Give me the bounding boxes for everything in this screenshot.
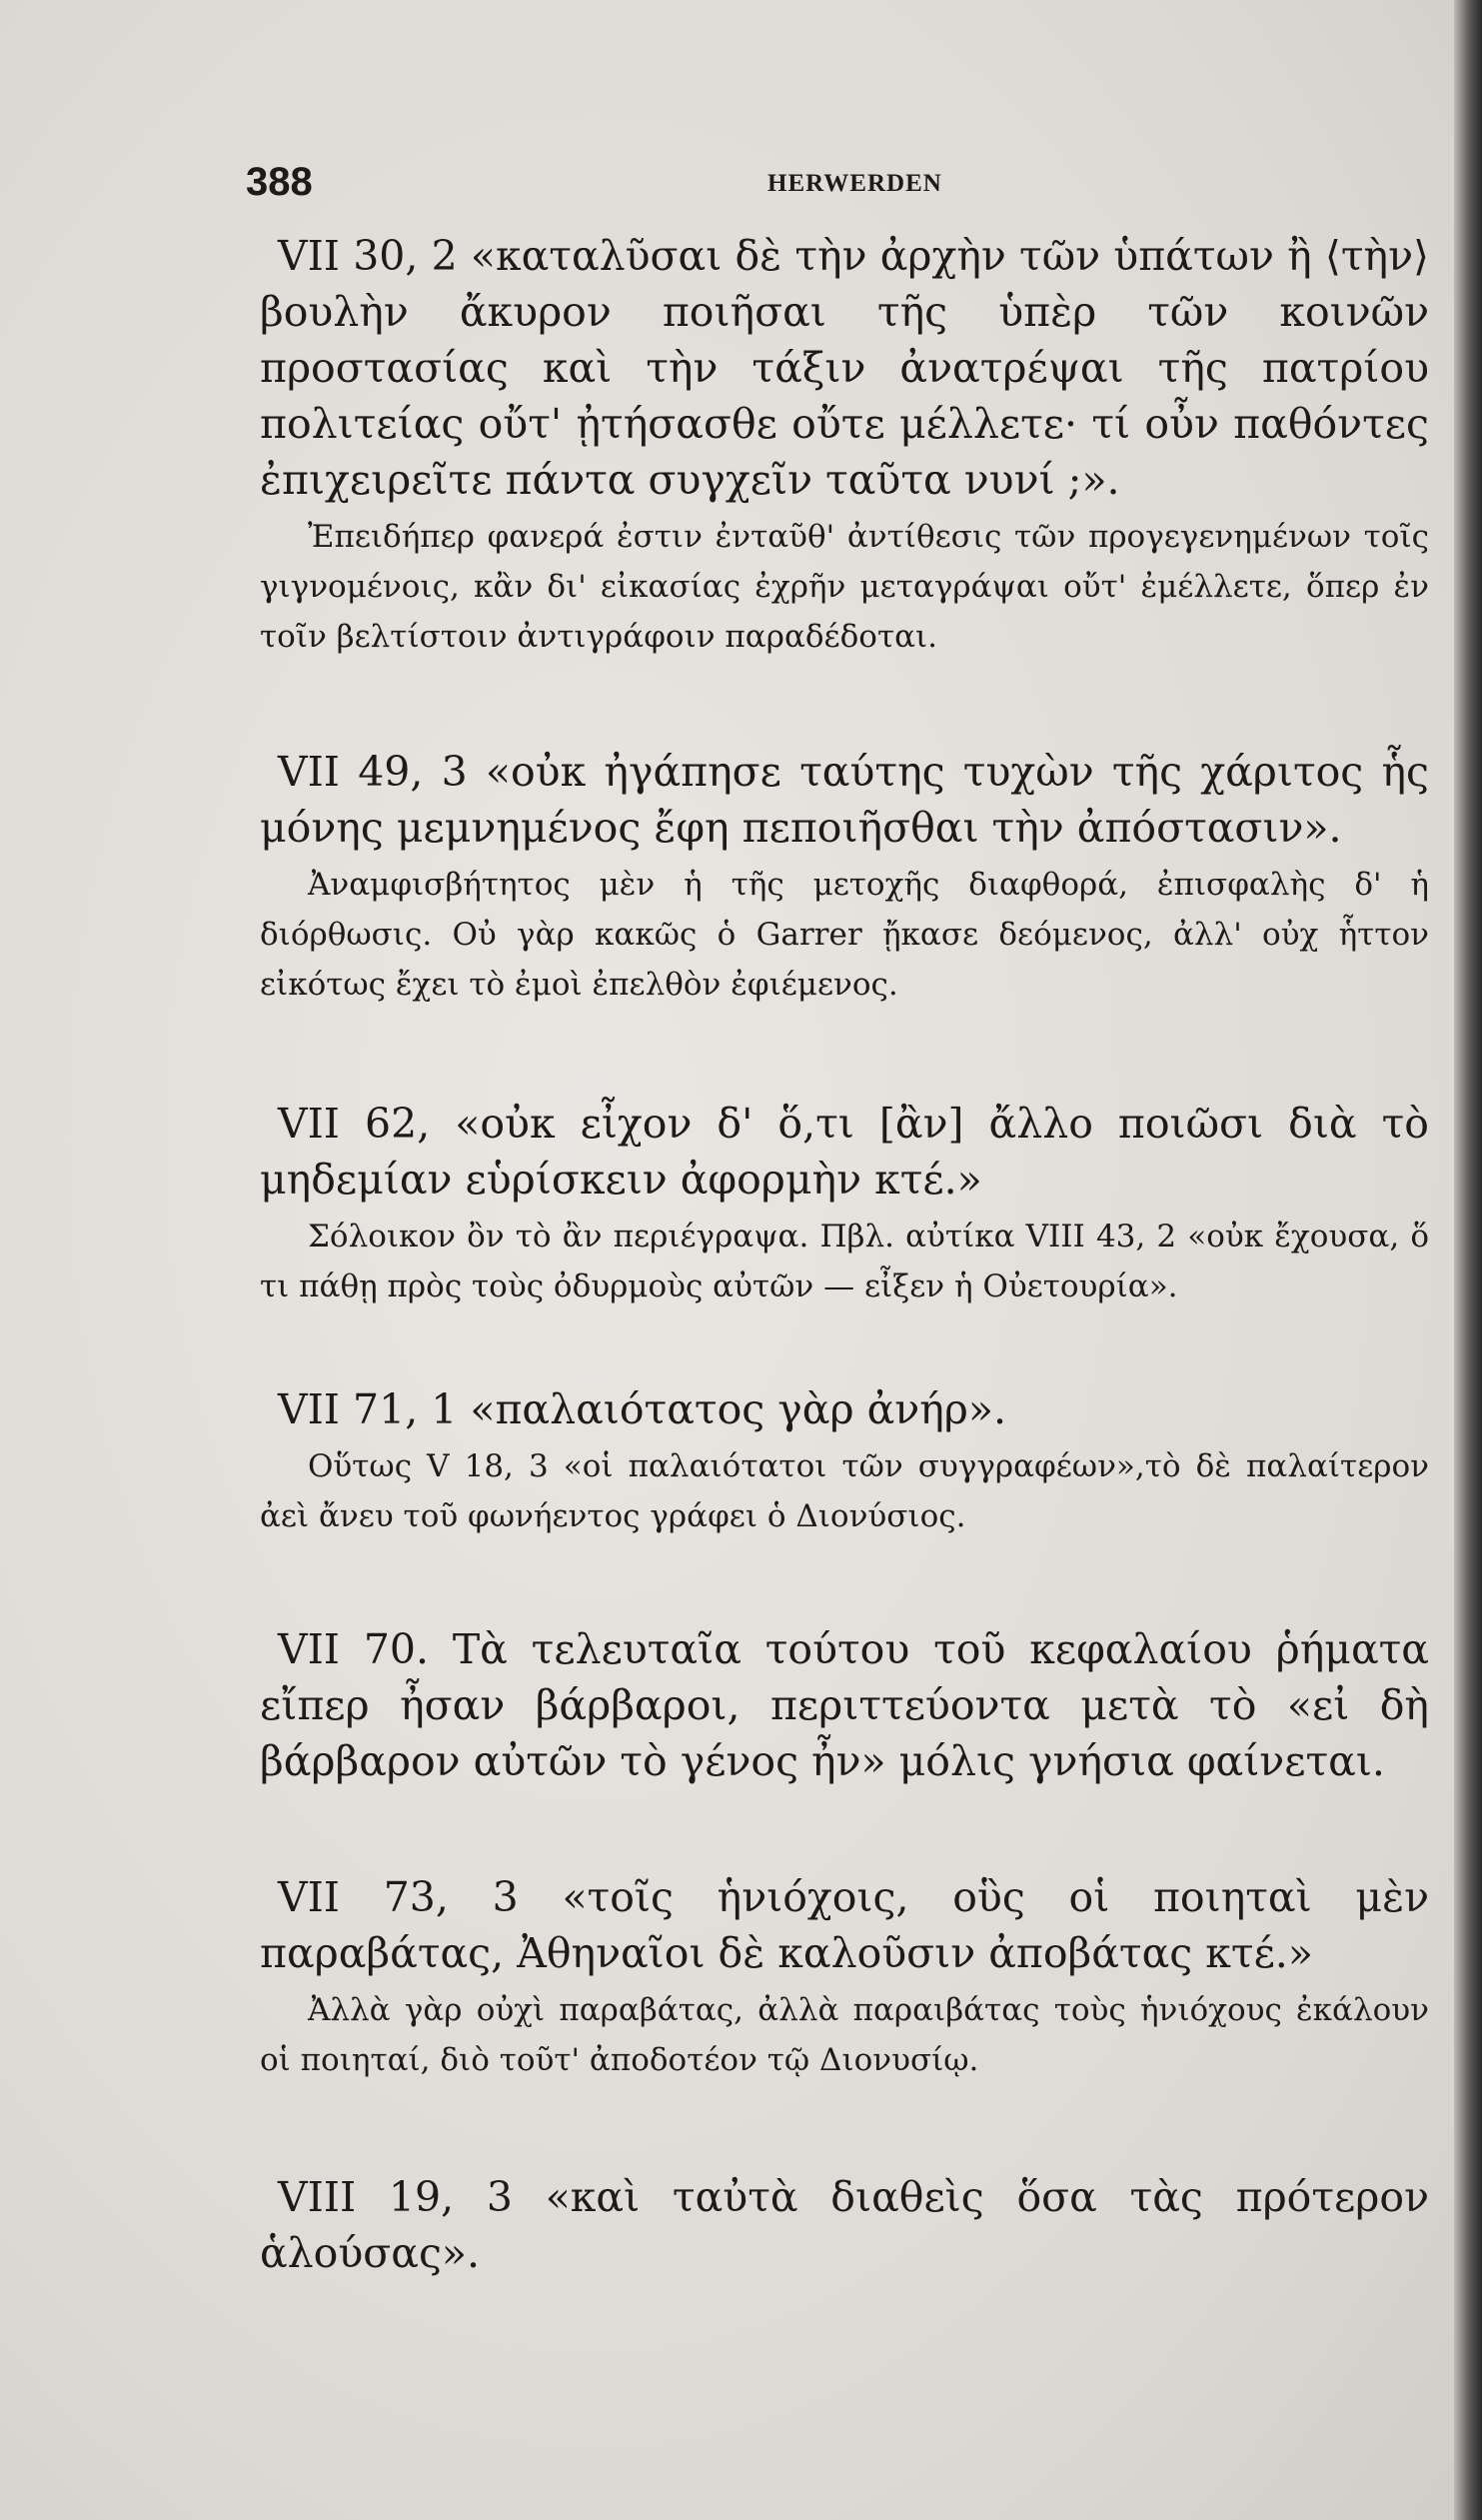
entry-comment: Ἀναμφισβήτητος μὲν ἡ τῆς μετοχῆς διαφθορά, ἐπισφαλὴς δ' ἡ διόρθωσις. Οὐ γὰρ κακῶς ὁ Garrer ᾔκασε δεόμενος, ἀλλ' οὐχ ἧττον εἰκότως ἔχει τὸ ἐμοὶ ἐπελθὸν ἐφιέμενος. [260, 867, 1429, 1003]
page-number: 388 [246, 160, 313, 204]
entry-vii-73 [260, 1869, 1429, 2085]
entry-viii-19 [260, 2169, 1429, 2281]
entry-quote: VII 49, 3 «οὐκ ἠγάπησε ταύτης τυχὼν τῆς χάριτος ἧς μόνης μεμνημένος ἔφη πεποιῆσθαι τὴν ἀπόστασιν». [260, 748, 1429, 852]
entry-comment: Οὕτως V 18, 3 «οἱ παλαιότατοι τῶν συγγραφέων»,τὸ δὲ παλαίτερον ἀεὶ ἄνευ τοῦ φωνήεντος γράφει ὁ Διονύσιος. [260, 1448, 1429, 1534]
entry-quote: VII 30, 2 «καταλῦσαι δὲ τὴν ἀρχὴν τῶν ὑπάτων ἢ ⟨τὴν⟩ βουλὴν ἄκυρον ποιῆσαι τῆς ὑπὲρ τῶν κοινῶν προστασίας καὶ τὴν τάξιν ἀνατρέψαι τῆς πατρίου πολιτείας οὔτ' ᾐτήσασθε οὔτε μέλλετε· τί οὖν παθόντες ἐπιχειρεῖτε πάντα συγχεῖν ταῦτα νυνί ;». [260, 232, 1429, 504]
page-header [246, 160, 1425, 220]
page-body [260, 228, 1429, 2363]
book-spine-shadow [1454, 0, 1482, 2520]
entry-vii-62 [260, 1096, 1429, 1311]
entry-quote: VII 62, «οὐκ εἶχον δ' ὅ,τι [ἂν] ἄλλο ποιῶσι διὰ τὸ μηδεμίαν εὑρίσκειν ἀφορμὴν κτέ.» [260, 1100, 1429, 1204]
entry-vii-71 [260, 1381, 1429, 1541]
running-head: HERWERDEN [767, 170, 942, 197]
entry-quote: VII 70. Τὰ τελευταῖα τούτου τοῦ κεφαλαίου ῥήματα εἴπερ ἦσαν βάρβαροι, περιττεύοντα μετὰ τὸ «εἰ δὴ βάρβαρον αὐτῶν τὸ γένος ἦν» μόλις γνήσια φαίνεται. [260, 1625, 1429, 1785]
entry-comment: Σόλοικον ὂν τὸ ἂν περιέγραψα. Πβλ. αὐτίκα VIII 43, 2 «οὐκ ἔχουσα, ὅ τι πάθῃ πρὸς τοὺς ὀδυρμοὺς αὐτῶν — εἶξεν ἡ Οὐετουρία». [260, 1219, 1429, 1304]
entry-comment: Ἐπειδήπερ φανερά ἐστιν ἐνταῦθ' ἀντίθεσις τῶν προγεγενημένων τοῖς γιγνομένοις, κἂν δι' εἰκασίας ἐχρῆν μεταγράψαι οὔτ' ἐμέλλετε, ὅπερ ἐν τοῖν βελτίστοιν ἀντιγράφοιν παραδέδοται. [260, 519, 1429, 655]
entry-quote: VIII 19, 3 «καὶ ταὐτὰ διαθεὶς ὅσα τὰς πρότερον ἁλούσας». [260, 2173, 1429, 2277]
entry-comment: Ἀλλὰ γὰρ οὐχὶ παραβάτας, ἀλλὰ παραιβάτας τοὺς ἡνιόχους ἐκάλουν οἱ ποιηταί, διὸ τοῦτ' ἀποδοτέον τῷ Διονυσίῳ. [260, 1992, 1429, 2078]
entry-vii-70 [260, 1621, 1429, 1789]
entry-vii-49 [260, 744, 1429, 1010]
entry-vii-30 [260, 228, 1429, 662]
entry-quote: VII 71, 1 «παλαιότατος γὰρ ἀνήρ». [278, 1385, 1006, 1433]
entry-quote: VII 73, 3 «τοῖς ἡνιόχοις, οὓς οἱ ποιηταὶ μὲν παραβάτας, Ἀθηναῖοι δὲ καλοῦσιν ἀποβάτας κτέ.» [260, 1873, 1429, 1977]
